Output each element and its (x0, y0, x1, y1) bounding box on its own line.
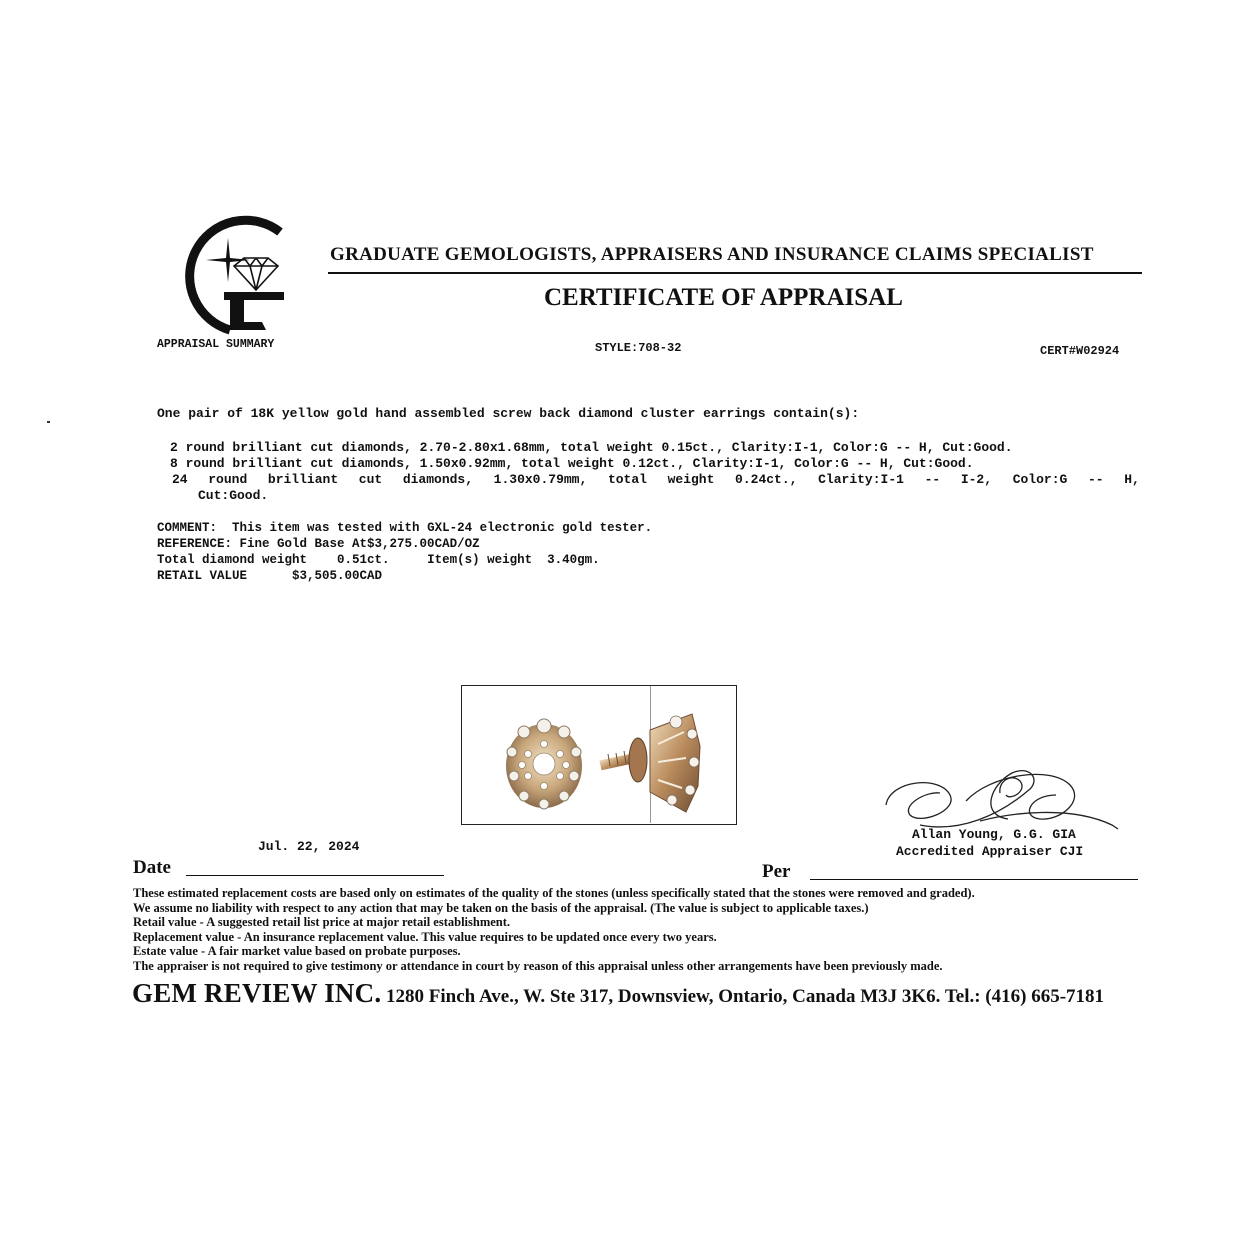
total-weight-value: 0.51ct. (337, 553, 390, 567)
header-divider (328, 272, 1142, 274)
diamond-line-2: 8 round brilliant cut diamonds, 1.50x0.92mm, total weight 0.12ct., Clarity:I-1, Color:G -- H, Cut:Good. (170, 456, 974, 471)
scan-speck (47, 421, 50, 423)
appraisal-summary-label: APPRAISAL SUMMARY (157, 338, 275, 351)
disclaimer-line: Replacement value - An insurance replacement value. This value requires to be updated once every two years. (133, 929, 717, 944)
disclaimer-line: The appraiser is not required to give testimony or attendance in court by reason of this appraisal unless other arrangements have been previously made. (133, 958, 943, 973)
item-description: One pair of 18K yellow gold hand assembled screw back diamond cluster earrings contain(s): (157, 406, 860, 421)
appraiser-name: Allan Young, G.G. GIA (912, 827, 1076, 842)
company-tagline: GRADUATE GEMOLOGISTS, APPRAISERS AND INSURANCE CLAIMS SPECIALIST (330, 244, 1094, 265)
retail-value-label: RETAIL VALUE (157, 569, 248, 583)
company-footer (132, 978, 1104, 1009)
appraiser-title: Accredited Appraiser CJI (896, 844, 1084, 859)
certificate-title: CERTIFICATE OF APPRAISAL (544, 284, 903, 311)
per-signature-line (810, 879, 1138, 880)
disclaimer-line: Estate value - A fair market value based on probate purposes. (133, 944, 461, 959)
date-signature-line (186, 875, 444, 876)
comment-text: This item was tested with GXL-24 electronic gold tester. (232, 521, 653, 535)
style-number: STYLE:708-32 (595, 341, 682, 355)
appraisal-details (157, 520, 652, 584)
certificate-number: CERT#W02924 (1040, 344, 1120, 358)
disclaimer-line: These estimated replacement costs are based only on estimates of the quality of the stones (unless specifically stated that the stones were removed and graded). (133, 886, 975, 900)
item-weight-value: 3.40gm. (547, 553, 600, 567)
retail-value: $3,505.00CAD (292, 569, 383, 583)
diamond-line-3-continuation: Cut:Good. (198, 488, 269, 503)
earring-side-image (594, 700, 706, 820)
per-label: Per (762, 861, 791, 882)
disclaimers (133, 886, 975, 974)
diamond-line-3-words: 24 round brilliant cut diamonds, 1.30x0.79mm, total weight 0.24ct., Clarity:I-1 -- I-2, Color:G -- H, (172, 472, 1140, 487)
diamond-line-3 (172, 472, 1140, 504)
gem-logo-icon (168, 210, 298, 338)
disclaimer-line: We assume no liability with respect to any action that may be taken on the basis of the appraisal. (The value is subject to applicable taxes.) (133, 900, 869, 915)
item-weight-label: Item(s) weight (427, 553, 533, 567)
company-name: GEM REVIEW INC. (132, 978, 382, 1008)
reference-text: Fine Gold Base At$3,275.00CAD/OZ (239, 537, 480, 551)
comment-label: COMMENT: (157, 521, 218, 535)
diamond-line-1: 2 round brilliant cut diamonds, 2.70-2.80x1.68mm, total weight 0.15ct., Clarity:I-1, Color:G -- H, Cut:Good. (170, 440, 1013, 455)
reference-label: REFERENCE: (157, 537, 233, 551)
company-address: 1280 Finch Ave., W. Ste 317, Downsview, Ontario, Canada M3J 3K6. Tel.: (416) 665-7181 (381, 986, 1105, 1007)
appraisal-date: Jul. 22, 2024 (258, 839, 360, 854)
date-label: Date (133, 857, 171, 878)
disclaimer-line: Retail value - A suggested retail list price at major retail establishment. (133, 915, 511, 930)
total-weight-label: Total diamond weight (157, 553, 308, 567)
earring-front-image (494, 708, 594, 820)
